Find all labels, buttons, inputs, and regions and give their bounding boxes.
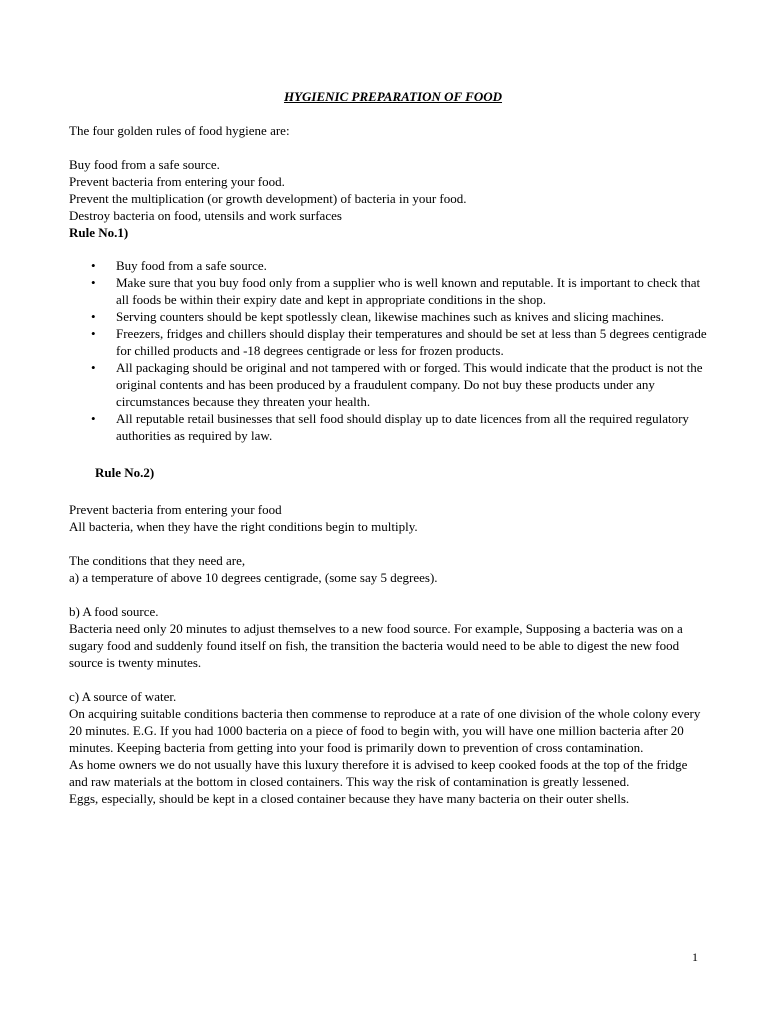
rule1-bullet-text: Freezers, fridges and chillers should display their temperatures and should be set at less than 5 degrees centigrade for chilled products and -18 degrees centigrade or less for frozen products.: [116, 326, 707, 358]
condition-c-heading: c) A source of water.: [69, 689, 177, 704]
golden-rule-2: Prevent bacteria from entering your food.: [69, 174, 285, 189]
rule1-bullet-5: [69, 359, 709, 410]
rule1-heading: Rule No.1): [69, 225, 129, 240]
rule1-bullet-3: [69, 308, 709, 325]
golden-rules-list: [69, 156, 709, 224]
rule1-bullet-6: [69, 410, 709, 444]
bullet-icon: •: [91, 275, 96, 290]
condition-c-text-3: Eggs, especially, should be kept in a closed container because they have many bacteria on their outer shells.: [69, 791, 630, 806]
bullet-icon: •: [91, 326, 96, 341]
rule1-bullet-text: Serving counters should be kept spotlessly clean, likewise machines such as knives and slicing machines.: [116, 309, 665, 324]
condition-c-text-2: As home owners we do not usually have this luxury therefore it is advised to keep cooked foods at the top of the fridge and raw materials at the bottom in closed containers. This way the risk of contamination is greatly lessened.: [69, 757, 688, 789]
rule1-bullet-1: [69, 257, 709, 274]
intro-text: The four golden rules of food hygiene are:: [69, 123, 290, 138]
bullet-icon: •: [91, 258, 96, 273]
rule2-line1: Prevent bacteria from entering your food: [69, 502, 282, 517]
document-title: HYGIENIC PREPARATION OF FOOD: [283, 89, 503, 104]
page-number: 1: [692, 950, 698, 964]
golden-rule-4: Destroy bacteria on food, utensils and work surfaces: [69, 208, 342, 223]
rule1-bullet-text: Buy food from a safe source.: [116, 258, 267, 273]
rule1-bullet-text: All reputable retail businesses that sell food should display up to date licences from all the required regulatory authorities as required by law.: [116, 411, 689, 443]
rule1-bullet-text: All packaging should be original and not tampered with or forged. This would indicate that the product is not the original contents and has been produced by a fraudulent company. Do not buy these products under any circumstances because they threaten your health.: [116, 360, 703, 409]
rule1-bullet-text: Make sure that you buy food only from a supplier who is well known and reputable. It is important to check that all foods be within their expiry date and kept in appropriate conditions in the shop.: [116, 275, 701, 307]
rule2-line2: All bacteria, when they have the right conditions begin to multiply.: [69, 519, 418, 534]
rule1-bullet-2: [69, 274, 709, 308]
condition-b-heading: b) A food source.: [69, 604, 159, 619]
golden-rule-1: Buy food from a safe source.: [69, 157, 220, 172]
conditions-intro: The conditions that they need are,: [69, 553, 246, 568]
rule1-bullet-4: [69, 325, 709, 359]
document-page: [69, 88, 709, 807]
bullet-icon: •: [91, 309, 96, 324]
rule1-bullet-list: [69, 257, 709, 444]
rule2-heading: Rule No.2): [95, 465, 155, 480]
golden-rule-3: Prevent the multiplication (or growth development) of bacteria in your food.: [69, 191, 467, 206]
condition-b-text: Bacteria need only 20 minutes to adjust themselves to a new food source. For example, Supposing a bacteria was on a sugary food and suddenly found itself on fish, the transition the bacteria would need to be able to digest the new food source is twenty minutes.: [69, 621, 683, 670]
condition-c-text-1: On acquiring suitable conditions bacteria then commense to reproduce at a rate of one division of the whole colony every 20 minutes. E.G. If you had 1000 bacteria on a piece of food to begin with, you will have one million bacteria after 20 minutes. Keeping bacteria from getting into your food is primarily down to prevention of cross contamination.: [69, 706, 701, 755]
bullet-icon: •: [91, 360, 96, 375]
bullet-icon: •: [91, 411, 96, 426]
condition-a: a) a temperature of above 10 degrees centigrade, (some say 5 degrees).: [69, 570, 438, 585]
